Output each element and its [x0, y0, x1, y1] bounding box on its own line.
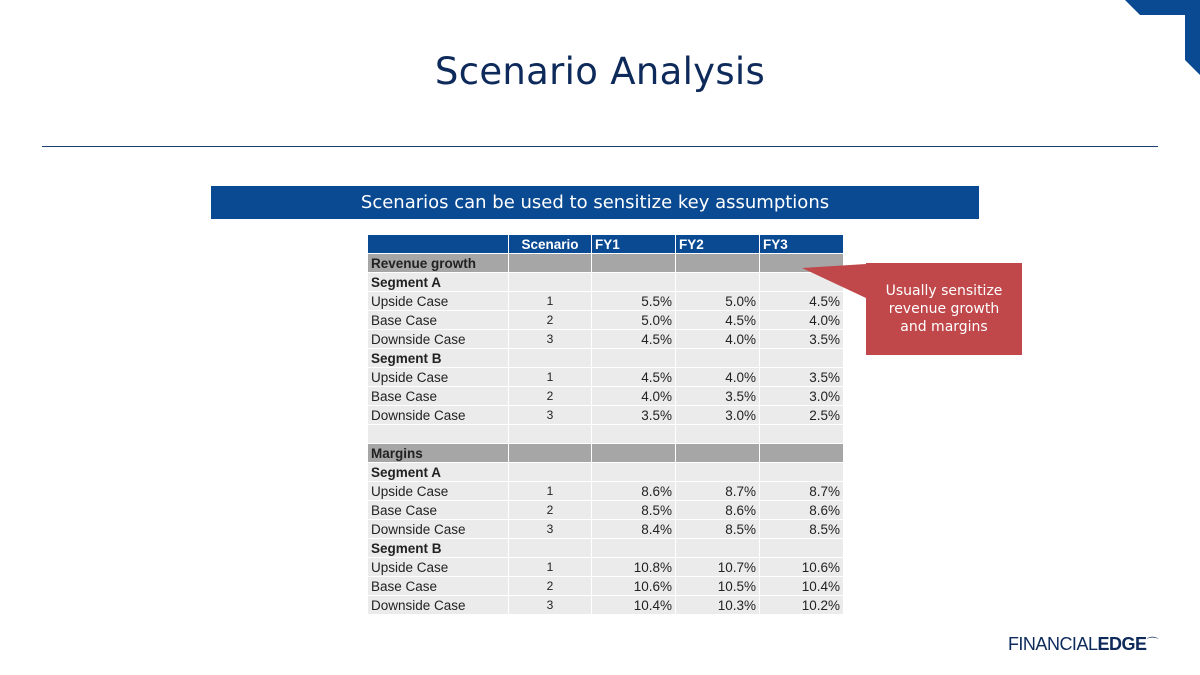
table-cell — [592, 463, 676, 482]
table-cell: Segment B — [368, 349, 509, 368]
table-cell: 3.5% — [592, 406, 676, 425]
logo-text-edge: EDGE — [1097, 634, 1147, 654]
table-cell — [592, 273, 676, 292]
table-cell: 1 — [509, 368, 592, 387]
logo-text-financial: FINANCIAL — [1007, 634, 1098, 654]
table-cell: Upside Case — [368, 292, 509, 311]
table-cell: 4.5% — [592, 330, 676, 349]
table-cell: Downside Case — [368, 596, 509, 615]
table-cell: 2 — [509, 501, 592, 520]
table-cell: Downside Case — [368, 406, 509, 425]
table-cell: Downside Case — [368, 330, 509, 349]
table-cell — [676, 444, 760, 463]
table-row — [368, 368, 844, 387]
table-cell — [368, 425, 509, 444]
logo-mark-icon: ⌒ — [1146, 636, 1158, 650]
table-cell: 3.0% — [760, 387, 844, 406]
header-cell — [368, 235, 509, 254]
table-cell — [592, 539, 676, 558]
table-cell — [509, 444, 592, 463]
table-cell — [509, 254, 592, 273]
table-cell — [760, 539, 844, 558]
table-cell — [509, 539, 592, 558]
table-row — [368, 292, 844, 311]
table-cell: 10.4% — [592, 596, 676, 615]
table-cell: 4.0% — [676, 368, 760, 387]
section-banner: Scenarios can be used to sensitize key assumptions — [211, 186, 979, 219]
table-cell: 3.5% — [676, 387, 760, 406]
table-row — [368, 501, 844, 520]
table-cell: Upside Case — [368, 368, 509, 387]
table-cell: 8.7% — [676, 482, 760, 501]
table-cell: 3.0% — [676, 406, 760, 425]
table-cell — [676, 539, 760, 558]
table-cell — [760, 444, 844, 463]
table-cell: 5.0% — [592, 311, 676, 330]
table-cell: 4.5% — [592, 368, 676, 387]
table-cell: 8.6% — [760, 501, 844, 520]
table-cell: Margins — [368, 444, 509, 463]
callout-box — [866, 263, 1022, 355]
table-cell — [760, 349, 844, 368]
header-cell: Scenario — [509, 235, 592, 254]
table-cell — [509, 349, 592, 368]
table-cell — [676, 349, 760, 368]
header-cell: FY2 — [676, 235, 760, 254]
section-row — [368, 444, 844, 463]
table-cell: 5.0% — [676, 292, 760, 311]
table-cell: Downside Case — [368, 520, 509, 539]
table-cell: 8.5% — [592, 501, 676, 520]
table-cell: 4.0% — [592, 387, 676, 406]
table-cell: 10.2% — [760, 596, 844, 615]
table-row — [368, 577, 844, 596]
table-cell: 10.6% — [760, 558, 844, 577]
table-cell: 8.6% — [592, 482, 676, 501]
table-cell: Base Case — [368, 501, 509, 520]
table-row — [368, 387, 844, 406]
section-row — [368, 254, 844, 273]
table-cell: 5.5% — [592, 292, 676, 311]
table-cell: 1 — [509, 292, 592, 311]
table-cell: 2 — [509, 311, 592, 330]
table-row — [368, 596, 844, 615]
segment-row — [368, 539, 844, 558]
table-cell: 4.0% — [676, 330, 760, 349]
segment-row — [368, 273, 844, 292]
scenario-table — [368, 235, 844, 615]
table-cell: Upside Case — [368, 482, 509, 501]
table-cell: 10.4% — [760, 577, 844, 596]
table-cell: 8.5% — [760, 520, 844, 539]
table-row — [368, 330, 844, 349]
table-cell — [592, 425, 676, 444]
table-cell — [592, 444, 676, 463]
table-cell: 1 — [509, 558, 592, 577]
table-cell: 1 — [509, 482, 592, 501]
spacer-row — [368, 425, 844, 444]
table-cell: 10.6% — [592, 577, 676, 596]
table-cell: 2 — [509, 387, 592, 406]
table-cell — [592, 254, 676, 273]
table-cell: Base Case — [368, 311, 509, 330]
header-cell: FY1 — [592, 235, 676, 254]
table-cell — [509, 273, 592, 292]
table-cell: Segment B — [368, 539, 509, 558]
slide-title: Scenario Analysis — [434, 50, 766, 93]
header-cell: FY3 — [760, 235, 844, 254]
table-cell: Segment A — [368, 463, 509, 482]
table-cell: 3.5% — [760, 330, 844, 349]
table-row — [368, 406, 844, 425]
table-cell: 3.5% — [760, 368, 844, 387]
callout-pointer — [800, 262, 870, 302]
table-cell — [509, 463, 592, 482]
table-cell — [760, 463, 844, 482]
table-row — [368, 520, 844, 539]
table-cell: 8.5% — [676, 520, 760, 539]
table-cell: 8.6% — [676, 501, 760, 520]
table-header-row — [368, 235, 844, 254]
table-cell: 4.5% — [676, 311, 760, 330]
title-divider — [42, 146, 1158, 147]
table-cell — [509, 425, 592, 444]
table-row — [368, 482, 844, 501]
table-cell: Upside Case — [368, 558, 509, 577]
table-cell: 4.0% — [760, 311, 844, 330]
table-cell: 2.5% — [760, 406, 844, 425]
table-cell: 10.3% — [676, 596, 760, 615]
table-cell — [760, 425, 844, 444]
table-cell: Segment A — [368, 273, 509, 292]
table-cell: 3 — [509, 330, 592, 349]
table-cell: 3 — [509, 596, 592, 615]
table-cell — [592, 349, 676, 368]
table-cell — [676, 273, 760, 292]
table-cell: 10.5% — [676, 577, 760, 596]
table-cell: 2 — [509, 577, 592, 596]
callout-text: Usually sensitize revenue growth and margins — [885, 283, 1003, 335]
table-cell — [676, 463, 760, 482]
table-cell: 10.7% — [676, 558, 760, 577]
financial-edge-logo — [1008, 634, 1158, 655]
table-cell: 4.5% — [760, 292, 844, 311]
table-cell: 3 — [509, 406, 592, 425]
table-cell: Revenue growth — [368, 254, 509, 273]
table-cell: Base Case — [368, 577, 509, 596]
table-cell: 8.7% — [760, 482, 844, 501]
table-cell: Base Case — [368, 387, 509, 406]
table-cell: 10.8% — [592, 558, 676, 577]
segment-row — [368, 349, 844, 368]
table-cell — [676, 425, 760, 444]
table-cell: 3 — [509, 520, 592, 539]
table-row — [368, 558, 844, 577]
table-cell — [676, 254, 760, 273]
table-row — [368, 311, 844, 330]
segment-row — [368, 463, 844, 482]
table-cell: 8.4% — [592, 520, 676, 539]
